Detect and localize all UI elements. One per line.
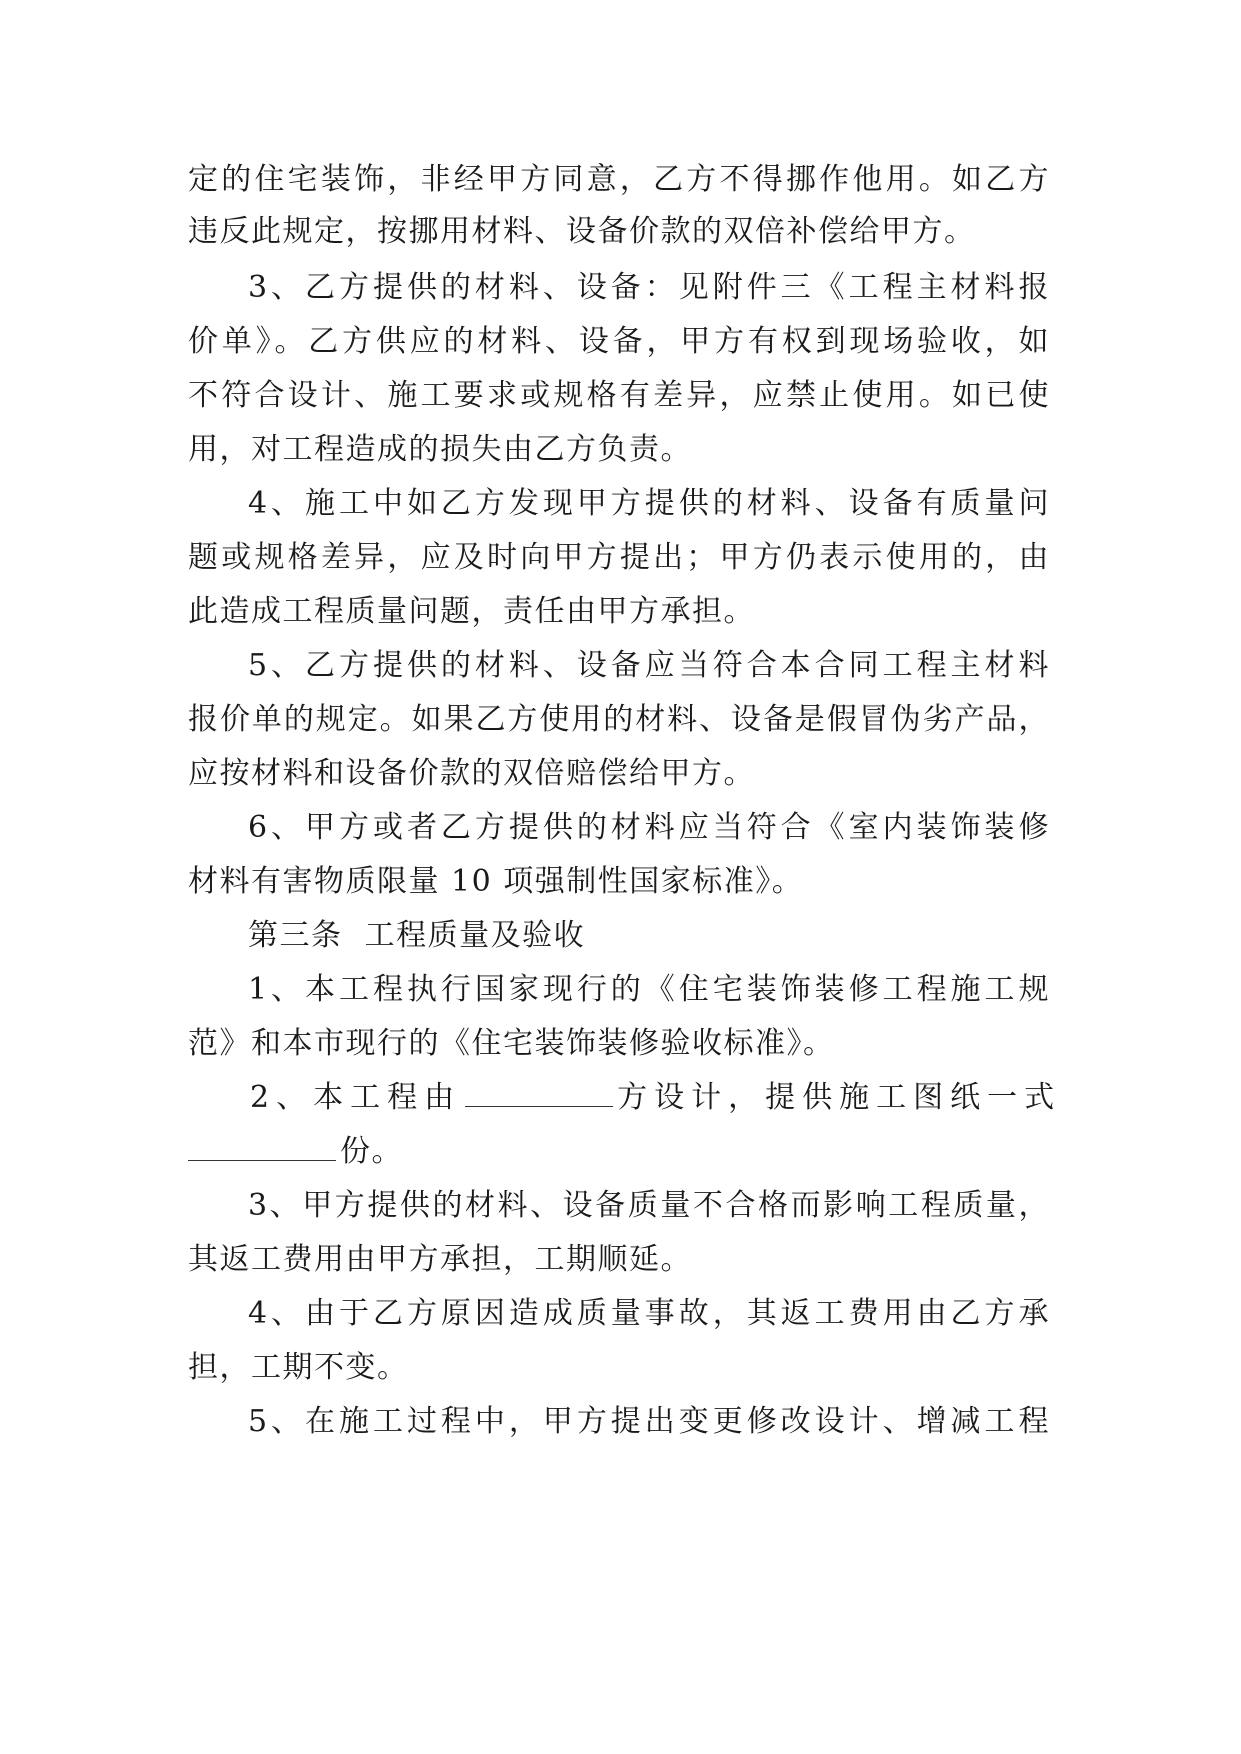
- drawings-count-line: [188, 1132, 403, 1172]
- text-line: 定的住宅装饰，非经甲方同意，乙方不得挪作他用。如乙方: [188, 162, 1050, 197]
- section-3-item-5-line: 5、在施工过程中，甲方提出变更修改设计、增减工程: [248, 1404, 1050, 1439]
- paragraph-5-line: 5、乙方提供的材料、设备应当符合本合同工程主材料: [248, 648, 1050, 683]
- section-heading: 第三条 工程质量及验收: [248, 918, 586, 953]
- drawings-count-suffix: 份。: [340, 1134, 403, 1169]
- design-party-suffix: 方设计，提供施工图纸一式: [617, 1080, 1062, 1115]
- paragraph-6-line: 6、甲方或者乙方提供的材料应当符合《室内装饰装修: [248, 810, 1050, 845]
- paragraph-4-line: 4、施工中如乙方发现甲方提供的材料、设备有质量问: [248, 486, 1050, 521]
- text-line: 不符合设计、施工要求或规格有差异，应禁止使用。如已使: [188, 378, 1050, 413]
- text-line: 其返工费用由甲方承担，工期顺延。: [188, 1242, 692, 1277]
- text-line: 价单》。乙方供应的材料、设备，甲方有权到现场验收，如: [188, 324, 1050, 359]
- text-line: 违反此规定，按挪用材料、设备价款的双倍补偿给甲方。: [188, 214, 976, 249]
- text-line: 此造成工程质量问题，责任由甲方承担。: [188, 594, 755, 629]
- text-line: 报价单的规定。如果乙方使用的材料、设备是假冒伪劣产品，: [188, 702, 1050, 737]
- design-party-blank[interactable]: [465, 1078, 613, 1107]
- text-line: 应按材料和设备价款的双倍赔偿给甲方。: [188, 756, 755, 791]
- design-party-line: [250, 1078, 1061, 1118]
- text-line: 用，对工程造成的损失由乙方负责。: [188, 432, 692, 467]
- drawings-count-blank[interactable]: [188, 1132, 336, 1161]
- text-line: 题或规格差异，应及时向甲方提出；甲方仍表示使用的，由: [188, 540, 1050, 575]
- paragraph-3-line: 3、乙方提供的材料、设备：见附件三《工程主材料报: [248, 270, 1050, 305]
- design-party-prefix: 2、本工程由: [250, 1080, 462, 1115]
- text-line: 范》和本市现行的《住宅装饰装修验收标准》。: [188, 1026, 835, 1061]
- section-3-item-1-line: 1、本工程执行国家现行的《住宅装饰装修工程施工规: [248, 972, 1050, 1007]
- text-line: 材料有害物质限量 10 项强制性国家标准》。: [188, 864, 804, 899]
- section-3-item-3-line: 3、甲方提供的材料、设备质量不合格而影响工程质量，: [248, 1188, 1050, 1223]
- section-3-item-4-line: 4、由于乙方原因造成质量事故，其返工费用由乙方承: [248, 1296, 1050, 1331]
- text-line: 担，工期不变。: [188, 1350, 409, 1385]
